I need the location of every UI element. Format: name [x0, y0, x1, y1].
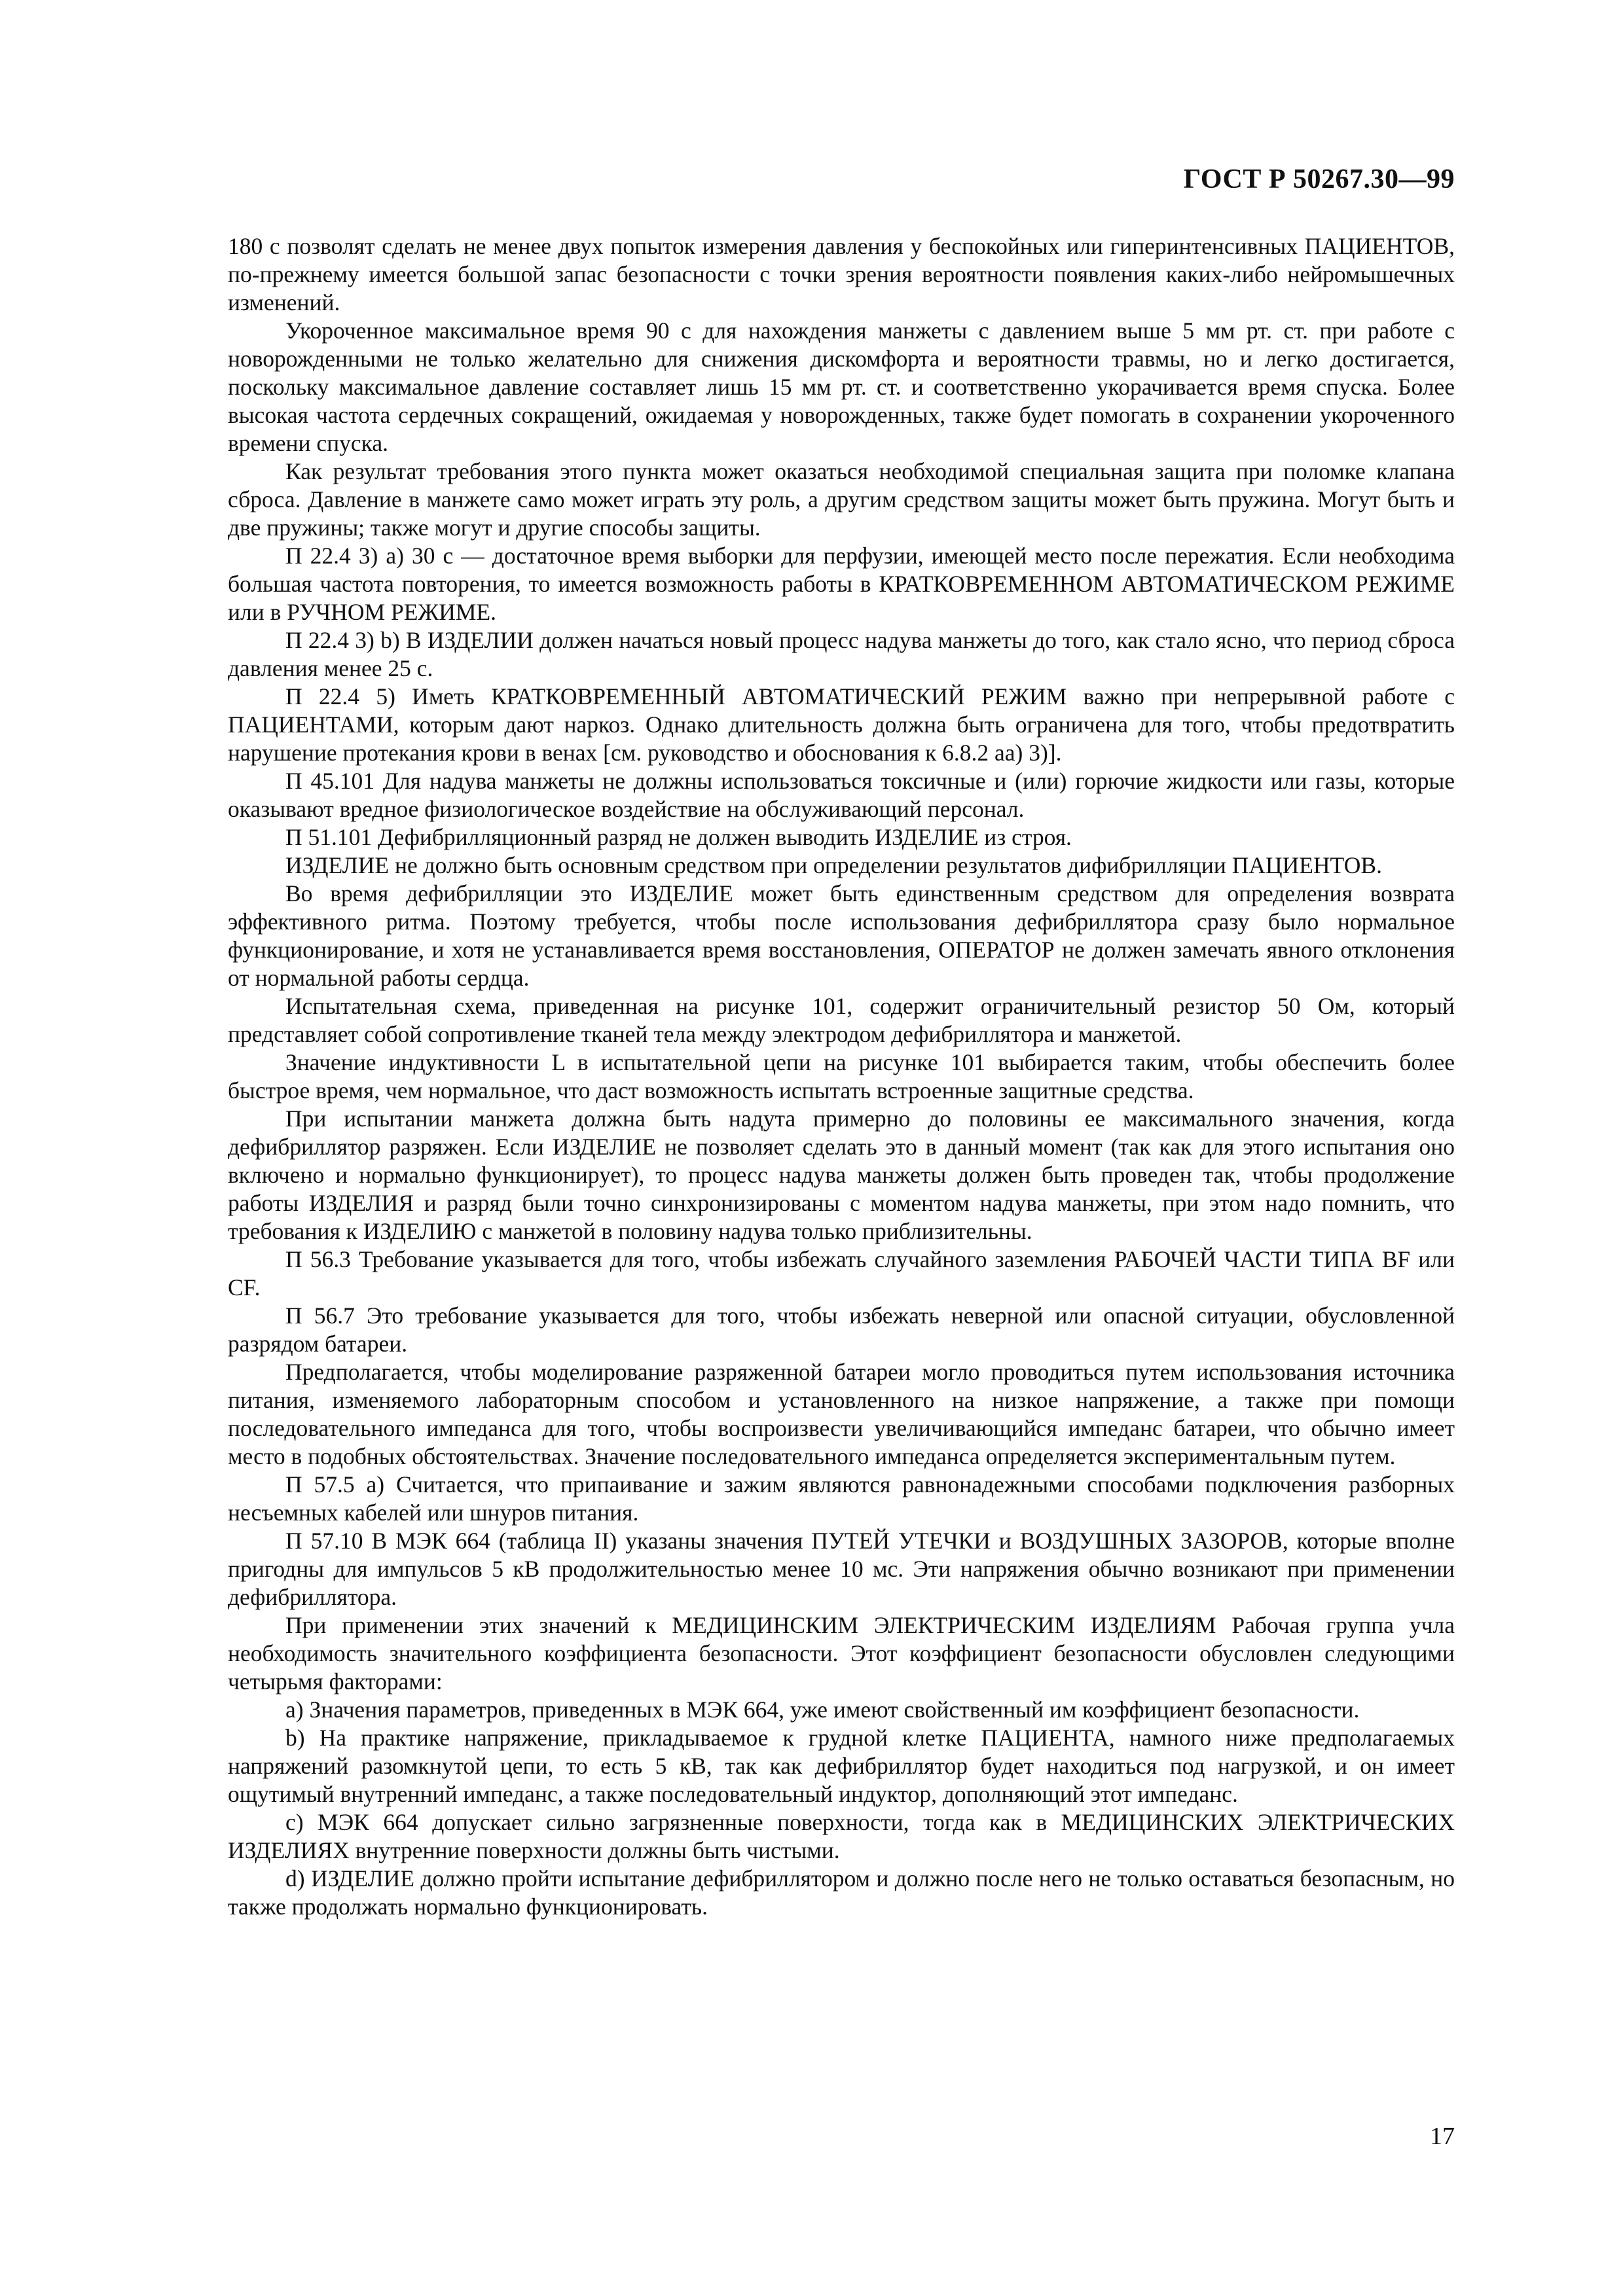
paragraph: П 57.10 В МЭК 664 (таблица II) указаны значения ПУТЕЙ УТЕЧКИ и ВОЗДУШНЫХ ЗАЗОРОВ, которые вполне пригодны для импульсов 5 кВ продолжительностью менее 10 мс. Эти напряжения обычно возникают при применении дефибриллятора.	[228, 1528, 1455, 1610]
paragraph: При применении этих значений к МЕДИЦИНСКИМ ЭЛЕКТРИЧЕСКИМ ИЗДЕЛИЯМ Рабочая группа учла необходимость значительного коэффициента безопасности. Этот коэффициент безопасности обусловлен следующими четырьмя факторами:	[228, 1612, 1455, 1695]
paragraph: Предполагается, чтобы моделирование разряженной батареи могло проводиться путем использования источника питания, изменяемого лабораторным способом и установленного на низкое напряжение, а также при помощи последовательного импеданса для того, чтобы воспроизвести увеличивающийся импеданс батареи, что обычно имеет место в подобных обстоятельствах. Значение последовательного импеданса определяется экспериментальным путем.	[228, 1359, 1455, 1469]
paragraph: П 56.3 Требование указывается для того, чтобы избежать случайного заземления РАБОЧЕЙ ЧАСТИ ТИПА BF или CF.	[228, 1246, 1455, 1300]
paragraph: Как результат требования этого пункта может оказаться необходимой специальная защита при поломке клапана сброса. Давление в манжете само может играть эту роль, а другим средством защиты может быть пружина. Могут быть и две пружины; также могут и другие способы защиты.	[228, 458, 1455, 541]
paragraph: Значение индуктивности L в испытательной цепи на рисунке 101 выбирается таким, чтобы обеспечить более быстрое время, чем нормальное, что даст возможность испытать встроенные защитные средства.	[228, 1049, 1455, 1103]
paragraph: ИЗДЕЛИЕ не должно быть основным средством при определении результатов дифибрилляции ПАЦИЕНТОВ.	[285, 852, 1382, 878]
paragraph: 180 с позволят сделать не менее двух попыток измерения давления у беспокойных или гиперинтенсивных ПАЦИЕНТОВ, по-прежнему имеется большой запас безопасности с точки зрения вероятности появления каких-либо нейромышечных изменений.	[228, 233, 1455, 315]
paragraph: П 22.4 3) b) В ИЗДЕЛИИ должен начаться новый процесс надува манжеты до того, как стало ясно, что период сброса давления менее 25 с.	[228, 627, 1455, 681]
paragraph: Укороченное максимальное время 90 с для нахождения манжеты с давлением выше 5 мм рт. ст. при работе с новорожденными не только желательно для снижения дискомфорта и вероятности травмы, но и легко достигается, поскольку максимальное давление составляет лишь 15 мм рт. ст. и соответственно укорачивается время спуска. Более высокая частота сердечных сокращений, ожидаемая у новорожденных, также будет помогать в сохранении укороченного времени спуска.	[228, 317, 1455, 456]
document-header: ГОСТ Р 50267.30—99	[1183, 164, 1455, 194]
paragraph: П 57.5 а) Считается, что припаивание и зажим являются равнонадежными способами подключения разборных несъемных кабелей или шнуров питания.	[228, 1471, 1455, 1526]
paragraph: П 22.4 5) Иметь КРАТКОВРЕМЕННЫЙ АВТОМАТИЧЕСКИЙ РЕЖИМ важно при непрерывной работе с ПАЦИЕНТАМИ, которым дают наркоз. Однако длительность должна быть ограничена для того, чтобы предотвратить нарушение протекания крови в венах [см. руководство и обоснования к 6.8.2 аа) 3)].	[228, 683, 1455, 766]
page-number: 17	[1430, 2123, 1455, 2150]
list-item: d) ИЗДЕЛИЕ должно пройти испытание дефибриллятором и должно после него не только оставаться безопасным, но также продолжать нормально функционировать.	[228, 1865, 1455, 1920]
paragraph: Во время дефибрилляции это ИЗДЕЛИЕ может быть единственным средством для определения возврата эффективного ритма. Поэтому требуется, чтобы после использования дефибриллятора сразу было нормальное функционирование, и хотя не устанавливается время восстановления, ОПЕРАТОР не должен замечать явного отклонения от нормальной работы сердца.	[228, 880, 1455, 991]
list-item: b) На практике напряжение, прикладываемое к грудной клетке ПАЦИЕНТА, намного ниже предполагаемых напряжений разомкнутой цепи, то есть 5 кВ, так как дефибриллятор будет находиться под нагрузкой, и он имеет ощутимый внутренний импеданс, а также последовательный индуктор, дополняющий этот импеданс.	[228, 1725, 1455, 1807]
paragraph: П 56.7 Это требование указывается для того, чтобы избежать неверной или опасной ситуации, обусловленной разрядом батареи.	[228, 1302, 1455, 1357]
paragraph: П 51.101 Дефибрилляционный разряд не должен выводить ИЗДЕЛИЕ из строя.	[285, 824, 1072, 850]
paragraph: Испытательная схема, приведенная на рисунке 101, содержит ограничительный резистор 50 Ом, который представляет собой сопротивление тканей тела между электродом дефибриллятора и манжетой.	[228, 993, 1455, 1047]
list-item: a) Значения параметров, приведенных в МЭК 664, уже имеют свойственный им коэффициент безопасности.	[285, 1696, 1360, 1723]
document-body	[228, 232, 1455, 1921]
list-item: c) МЭК 664 допускает сильно загрязненные поверхности, тогда как в МЕДИЦИНСКИХ ЭЛЕКТРИЧЕСКИХ ИЗДЕЛИЯХ внутренние поверхности должны быть чистыми.	[228, 1809, 1455, 1863]
paragraph: При испытании манжета должна быть надута примерно до половины ее максимального значения, когда дефибриллятор разряжен. Если ИЗДЕЛИЕ не позволяет сделать это в данный момент (так как для этого испытания оно включено и нормально функционирует), то процесс надува манжеты должен быть проведен так, чтобы продолжение работы ИЗДЕЛИЯ и разряд были точно синхронизированы с моментом надува манжеты, при этом надо помнить, что требования к ИЗДЕЛИЮ с манжетой в половину надува только приблизительны.	[228, 1105, 1455, 1244]
paragraph: П 22.4 3) а) 30 с — достаточное время выборки для перфузии, имеющей место после пережатия. Если необходима большая частота повторения, то имеется возможность работы в КРАТКОВРЕМЕННОМ АВТОМАТИЧЕСКОМ РЕЖИМЕ или в РУЧНОМ РЕЖИМЕ.	[228, 543, 1455, 625]
paragraph: П 45.101 Для надува манжеты не должны использоваться токсичные и (или) горючие жидкости или газы, которые оказывают вредное физиологическое воздействие на обслуживающий персонал.	[228, 768, 1455, 822]
